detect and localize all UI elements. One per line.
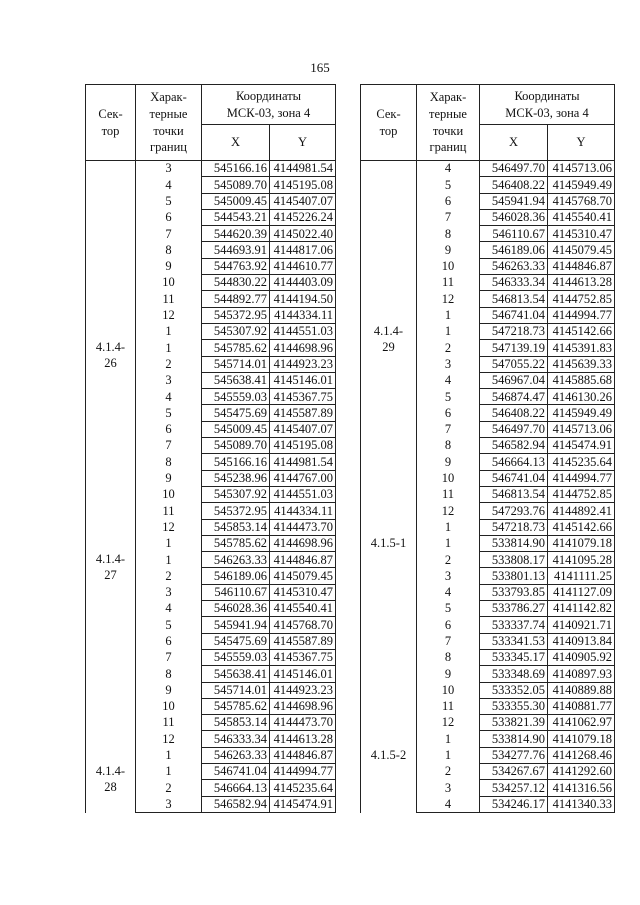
- x-coordinate-cell: 544620.39: [202, 226, 270, 242]
- x-coordinate-cell: 545372.95: [202, 307, 270, 323]
- y-coordinate-cell: 4144923.23: [270, 682, 336, 698]
- y-coordinate-cell: 4144994.77: [270, 763, 336, 779]
- point-number-cell: 11: [417, 698, 480, 714]
- y-coordinate-cell: 4145713.06: [548, 161, 615, 177]
- point-number-cell: 10: [136, 486, 202, 502]
- sector-cell: 4.1.5-1: [361, 535, 417, 747]
- y-coordinate-cell: 4144194.50: [270, 291, 336, 307]
- x-coordinate-cell: 546664.13: [202, 780, 270, 796]
- point-number-cell: 4: [417, 372, 480, 388]
- point-number-cell: 4: [417, 796, 480, 812]
- header-sector: Сек- тор: [361, 85, 417, 161]
- point-number-cell: 1: [136, 323, 202, 339]
- header-coordinates: Координаты МСК-03, зона 4: [480, 85, 615, 125]
- y-coordinate-cell: 4141127.09: [548, 584, 615, 600]
- x-coordinate-cell: 545941.94: [202, 617, 270, 633]
- x-coordinate-cell: 546110.67: [202, 584, 270, 600]
- table-row: [361, 747, 615, 763]
- x-coordinate-cell: 547218.73: [480, 519, 548, 535]
- point-number-cell: 7: [136, 649, 202, 665]
- point-number-cell: 8: [417, 438, 480, 454]
- page-number: 165: [310, 60, 330, 75]
- y-coordinate-cell: 4140913.84: [548, 633, 615, 649]
- y-coordinate-cell: 4144846.87: [270, 552, 336, 568]
- x-coordinate-cell: 545853.14: [202, 715, 270, 731]
- y-coordinate-cell: 4145079.45: [270, 568, 336, 584]
- point-number-cell: 3: [417, 568, 480, 584]
- point-number-cell: 5: [417, 601, 480, 617]
- y-coordinate-cell: 4145367.75: [270, 649, 336, 665]
- point-number-cell: 10: [136, 275, 202, 291]
- y-coordinate-cell: 4145195.08: [270, 177, 336, 193]
- x-coordinate-cell: 545638.41: [202, 372, 270, 388]
- y-coordinate-cell: 4145949.49: [548, 405, 615, 421]
- x-coordinate-cell: 546189.06: [480, 242, 548, 258]
- point-number-cell: 8: [417, 226, 480, 242]
- point-number-cell: 9: [417, 242, 480, 258]
- sector-cell: 4.1.4- 29: [361, 323, 417, 535]
- x-coordinate-cell: 534246.17: [480, 796, 548, 812]
- y-coordinate-cell: 4144473.70: [270, 519, 336, 535]
- y-coordinate-cell: 4144892.41: [548, 503, 615, 519]
- x-coordinate-cell: 545307.92: [202, 486, 270, 502]
- point-number-cell: 6: [136, 421, 202, 437]
- x-coordinate-cell: 545009.45: [202, 421, 270, 437]
- point-number-cell: 12: [136, 731, 202, 747]
- point-number-cell: 10: [417, 258, 480, 274]
- x-coordinate-cell: 533341.53: [480, 633, 548, 649]
- sector-cell: [86, 161, 136, 340]
- x-coordinate-cell: 545166.16: [202, 454, 270, 470]
- x-coordinate-cell: 546582.94: [480, 438, 548, 454]
- point-number-cell: 7: [417, 209, 480, 225]
- point-number-cell: 11: [417, 486, 480, 502]
- x-coordinate-cell: 546741.04: [480, 470, 548, 486]
- x-coordinate-cell: 546408.22: [480, 405, 548, 421]
- sector-cell: 4.1.4- 26: [86, 340, 136, 552]
- x-coordinate-cell: 546813.54: [480, 486, 548, 502]
- y-coordinate-cell: 4141079.18: [548, 535, 615, 551]
- y-coordinate-cell: 4145768.70: [270, 617, 336, 633]
- y-coordinate-cell: 4145587.89: [270, 633, 336, 649]
- y-coordinate-cell: 4145474.91: [548, 438, 615, 454]
- point-number-cell: 9: [136, 258, 202, 274]
- x-coordinate-cell: 545714.01: [202, 356, 270, 372]
- x-coordinate-cell: 534267.67: [480, 763, 548, 779]
- point-number-cell: 6: [417, 405, 480, 421]
- y-coordinate-cell: 4144923.23: [270, 356, 336, 372]
- y-coordinate-cell: 4140921.71: [548, 617, 615, 633]
- y-coordinate-cell: 4145310.47: [548, 226, 615, 242]
- x-coordinate-cell: 546028.36: [480, 209, 548, 225]
- x-coordinate-cell: 533801.13: [480, 568, 548, 584]
- point-number-cell: 7: [136, 438, 202, 454]
- x-coordinate-cell: 545089.70: [202, 177, 270, 193]
- y-coordinate-cell: 4140881.77: [548, 698, 615, 714]
- point-number-cell: 1: [417, 535, 480, 551]
- x-coordinate-cell: 545089.70: [202, 438, 270, 454]
- y-coordinate-cell: 4145146.01: [270, 666, 336, 682]
- point-number-cell: 5: [417, 177, 480, 193]
- point-number-cell: 1: [417, 747, 480, 763]
- point-number-cell: 11: [417, 275, 480, 291]
- x-coordinate-cell: 533337.74: [480, 617, 548, 633]
- y-coordinate-cell: 4144846.87: [548, 258, 615, 274]
- table-row: [86, 340, 336, 356]
- point-number-cell: 9: [417, 454, 480, 470]
- x-coordinate-cell: 546741.04: [480, 307, 548, 323]
- point-number-cell: 6: [417, 193, 480, 209]
- y-coordinate-cell: 4145391.83: [548, 340, 615, 356]
- point-number-cell: 1: [417, 519, 480, 535]
- x-coordinate-cell: 545372.95: [202, 503, 270, 519]
- header-x: X: [202, 125, 270, 161]
- x-coordinate-cell: 544763.92: [202, 258, 270, 274]
- y-coordinate-cell: 4144613.28: [548, 275, 615, 291]
- x-coordinate-cell: 546664.13: [480, 454, 548, 470]
- y-coordinate-cell: 4141268.46: [548, 747, 615, 763]
- x-coordinate-cell: 546263.33: [480, 258, 548, 274]
- x-coordinate-cell: 546408.22: [480, 177, 548, 193]
- x-coordinate-cell: 533821.39: [480, 715, 548, 731]
- y-coordinate-cell: 4145079.45: [548, 242, 615, 258]
- x-coordinate-cell: 545785.62: [202, 698, 270, 714]
- x-coordinate-cell: 545785.62: [202, 340, 270, 356]
- point-number-cell: 9: [136, 682, 202, 698]
- x-coordinate-cell: 545475.69: [202, 633, 270, 649]
- header-characteristic-points: Харак- терные точки границ: [417, 85, 480, 161]
- x-coordinate-cell: 544693.91: [202, 242, 270, 258]
- y-coordinate-cell: 4144473.70: [270, 715, 336, 731]
- x-coordinate-cell: 545307.92: [202, 323, 270, 339]
- y-coordinate-cell: 4144752.85: [548, 486, 615, 502]
- y-coordinate-cell: 4141340.33: [548, 796, 615, 812]
- header-y: Y: [548, 125, 615, 161]
- y-coordinate-cell: 4141062.97: [548, 715, 615, 731]
- x-coordinate-cell: 546263.33: [202, 552, 270, 568]
- x-coordinate-cell: 545714.01: [202, 682, 270, 698]
- point-number-cell: 3: [417, 356, 480, 372]
- point-number-cell: 1: [417, 307, 480, 323]
- x-coordinate-cell: 546333.34: [480, 275, 548, 291]
- point-number-cell: 7: [136, 226, 202, 242]
- point-number-cell: 1: [136, 535, 202, 551]
- x-coordinate-cell: 546110.67: [480, 226, 548, 242]
- x-coordinate-cell: 546582.94: [202, 796, 270, 812]
- x-coordinate-cell: 545559.03: [202, 649, 270, 665]
- x-coordinate-cell: 546333.34: [202, 731, 270, 747]
- point-number-cell: 4: [136, 601, 202, 617]
- point-number-cell: 8: [417, 649, 480, 665]
- x-coordinate-cell: 533814.90: [480, 731, 548, 747]
- x-coordinate-cell: 533355.30: [480, 698, 548, 714]
- point-number-cell: 12: [417, 503, 480, 519]
- x-coordinate-cell: 545166.16: [202, 161, 270, 177]
- y-coordinate-cell: 4144994.77: [548, 307, 615, 323]
- point-number-cell: 1: [417, 323, 480, 339]
- point-number-cell: 8: [136, 242, 202, 258]
- y-coordinate-cell: 4145407.07: [270, 421, 336, 437]
- point-number-cell: 3: [136, 372, 202, 388]
- x-coordinate-cell: 534257.12: [480, 780, 548, 796]
- y-coordinate-cell: 4144817.06: [270, 242, 336, 258]
- table-row: [361, 161, 615, 177]
- x-coordinate-cell: 547218.73: [480, 323, 548, 339]
- x-coordinate-cell: 546028.36: [202, 601, 270, 617]
- header-coordinates: Координаты МСК-03, зона 4: [202, 85, 336, 125]
- y-coordinate-cell: 4145474.91: [270, 796, 336, 812]
- y-coordinate-cell: 4144551.03: [270, 486, 336, 502]
- x-coordinate-cell: 545638.41: [202, 666, 270, 682]
- table-row: [361, 323, 615, 339]
- y-coordinate-cell: 4145142.66: [548, 323, 615, 339]
- header-characteristic-points: Харак- терные точки границ: [136, 85, 202, 161]
- y-coordinate-cell: 4145885.68: [548, 372, 615, 388]
- y-coordinate-cell: 4140889.88: [548, 682, 615, 698]
- table-row: [86, 552, 336, 568]
- x-coordinate-cell: 546874.47: [480, 389, 548, 405]
- y-coordinate-cell: 4141316.56: [548, 780, 615, 796]
- y-coordinate-cell: 4144334.11: [270, 503, 336, 519]
- point-number-cell: 5: [417, 389, 480, 405]
- point-number-cell: 3: [417, 780, 480, 796]
- y-coordinate-cell: 4145022.40: [270, 226, 336, 242]
- y-coordinate-cell: 4146130.26: [548, 389, 615, 405]
- x-coordinate-cell: 547293.76: [480, 503, 548, 519]
- y-coordinate-cell: 4144981.54: [270, 161, 336, 177]
- y-coordinate-cell: 4145226.24: [270, 209, 336, 225]
- point-number-cell: 1: [417, 731, 480, 747]
- y-coordinate-cell: 4145407.07: [270, 193, 336, 209]
- point-number-cell: 8: [136, 454, 202, 470]
- y-coordinate-cell: 4141292.60: [548, 763, 615, 779]
- point-number-cell: 2: [136, 780, 202, 796]
- point-number-cell: 11: [136, 715, 202, 731]
- y-coordinate-cell: 4140897.93: [548, 666, 615, 682]
- point-number-cell: 11: [136, 291, 202, 307]
- table-row: [86, 763, 336, 779]
- x-coordinate-cell: 544892.77: [202, 291, 270, 307]
- y-coordinate-cell: 4144994.77: [548, 470, 615, 486]
- x-coordinate-cell: 547139.19: [480, 340, 548, 356]
- y-coordinate-cell: 4145146.01: [270, 372, 336, 388]
- point-number-cell: 2: [136, 568, 202, 584]
- point-number-cell: 2: [417, 340, 480, 356]
- x-coordinate-cell: 533793.85: [480, 584, 548, 600]
- point-number-cell: 5: [136, 405, 202, 421]
- x-coordinate-cell: 545475.69: [202, 405, 270, 421]
- y-coordinate-cell: 4145768.70: [548, 193, 615, 209]
- y-coordinate-cell: 4141095.28: [548, 552, 615, 568]
- point-number-cell: 6: [136, 633, 202, 649]
- x-coordinate-cell: 546263.33: [202, 747, 270, 763]
- point-number-cell: 1: [136, 340, 202, 356]
- x-coordinate-cell: 545559.03: [202, 389, 270, 405]
- point-number-cell: 2: [136, 356, 202, 372]
- y-coordinate-cell: 4145540.41: [270, 601, 336, 617]
- y-coordinate-cell: 4145587.89: [270, 405, 336, 421]
- sector-cell: 4.1.5-2: [361, 747, 417, 812]
- point-number-cell: 3: [136, 161, 202, 177]
- sector-cell: 4.1.4- 27: [86, 552, 136, 764]
- sector-cell: [361, 161, 417, 324]
- x-coordinate-cell: 534277.76: [480, 747, 548, 763]
- point-number-cell: 5: [136, 193, 202, 209]
- y-coordinate-cell: 4140905.92: [548, 649, 615, 665]
- point-number-cell: 7: [417, 421, 480, 437]
- y-coordinate-cell: 4144698.96: [270, 698, 336, 714]
- x-coordinate-cell: 533345.17: [480, 649, 548, 665]
- point-number-cell: 12: [136, 519, 202, 535]
- point-number-cell: 7: [417, 633, 480, 649]
- coordinates-table-right: [360, 84, 615, 813]
- point-number-cell: 1: [136, 552, 202, 568]
- point-number-cell: 10: [417, 682, 480, 698]
- point-number-cell: 1: [136, 763, 202, 779]
- point-number-cell: 12: [417, 291, 480, 307]
- x-coordinate-cell: 533352.05: [480, 682, 548, 698]
- x-coordinate-cell: 547055.22: [480, 356, 548, 372]
- y-coordinate-cell: 4141079.18: [548, 731, 615, 747]
- point-number-cell: 8: [136, 666, 202, 682]
- x-coordinate-cell: 546497.70: [480, 161, 548, 177]
- point-number-cell: 3: [136, 584, 202, 600]
- y-coordinate-cell: 4144698.96: [270, 535, 336, 551]
- x-coordinate-cell: 544543.21: [202, 209, 270, 225]
- table-row: [86, 161, 336, 177]
- point-number-cell: 9: [136, 470, 202, 486]
- y-coordinate-cell: 4144752.85: [548, 291, 615, 307]
- y-coordinate-cell: 4145713.06: [548, 421, 615, 437]
- y-coordinate-cell: 4144613.28: [270, 731, 336, 747]
- x-coordinate-cell: 533808.17: [480, 552, 548, 568]
- x-coordinate-cell: 546741.04: [202, 763, 270, 779]
- y-coordinate-cell: 4145540.41: [548, 209, 615, 225]
- y-coordinate-cell: 4145235.64: [548, 454, 615, 470]
- point-number-cell: 2: [417, 763, 480, 779]
- point-number-cell: 12: [136, 307, 202, 323]
- y-coordinate-cell: 4141142.82: [548, 601, 615, 617]
- point-number-cell: 6: [136, 209, 202, 225]
- point-number-cell: 5: [136, 617, 202, 633]
- coordinates-table-left: [85, 84, 336, 813]
- sector-cell: 4.1.4- 28: [86, 763, 136, 812]
- y-coordinate-cell: 4144846.87: [270, 747, 336, 763]
- point-number-cell: 6: [417, 617, 480, 633]
- y-coordinate-cell: 4144551.03: [270, 323, 336, 339]
- point-number-cell: 10: [136, 698, 202, 714]
- y-coordinate-cell: 4144981.54: [270, 454, 336, 470]
- x-coordinate-cell: 545785.62: [202, 535, 270, 551]
- header-x: X: [480, 125, 548, 161]
- x-coordinate-cell: 545941.94: [480, 193, 548, 209]
- point-number-cell: 3: [136, 796, 202, 812]
- y-coordinate-cell: 4144698.96: [270, 340, 336, 356]
- point-number-cell: 10: [417, 470, 480, 486]
- point-number-cell: 1: [136, 747, 202, 763]
- x-coordinate-cell: 545853.14: [202, 519, 270, 535]
- header-y: Y: [270, 125, 336, 161]
- header-sector: Сек- тор: [86, 85, 136, 161]
- x-coordinate-cell: 544830.22: [202, 275, 270, 291]
- y-coordinate-cell: 4145949.49: [548, 177, 615, 193]
- x-coordinate-cell: 546967.04: [480, 372, 548, 388]
- y-coordinate-cell: 4144334.11: [270, 307, 336, 323]
- x-coordinate-cell: 546189.06: [202, 568, 270, 584]
- y-coordinate-cell: 4141111.25: [548, 568, 615, 584]
- point-number-cell: 4: [417, 584, 480, 600]
- y-coordinate-cell: 4144767.00: [270, 470, 336, 486]
- y-coordinate-cell: 4145310.47: [270, 584, 336, 600]
- table-row: [361, 535, 615, 551]
- point-number-cell: 9: [417, 666, 480, 682]
- x-coordinate-cell: 545238.96: [202, 470, 270, 486]
- point-number-cell: 4: [136, 389, 202, 405]
- y-coordinate-cell: 4145639.33: [548, 356, 615, 372]
- y-coordinate-cell: 4145367.75: [270, 389, 336, 405]
- x-coordinate-cell: 533814.90: [480, 535, 548, 551]
- point-number-cell: 2: [417, 552, 480, 568]
- x-coordinate-cell: 533348.69: [480, 666, 548, 682]
- y-coordinate-cell: 4144403.09: [270, 275, 336, 291]
- x-coordinate-cell: 546813.54: [480, 291, 548, 307]
- point-number-cell: 4: [136, 177, 202, 193]
- point-number-cell: 4: [417, 161, 480, 177]
- x-coordinate-cell: 533786.27: [480, 601, 548, 617]
- x-coordinate-cell: 545009.45: [202, 193, 270, 209]
- x-coordinate-cell: 546497.70: [480, 421, 548, 437]
- y-coordinate-cell: 4144610.77: [270, 258, 336, 274]
- point-number-cell: 12: [417, 715, 480, 731]
- y-coordinate-cell: 4145235.64: [270, 780, 336, 796]
- point-number-cell: 11: [136, 503, 202, 519]
- y-coordinate-cell: 4145195.08: [270, 438, 336, 454]
- y-coordinate-cell: 4145142.66: [548, 519, 615, 535]
